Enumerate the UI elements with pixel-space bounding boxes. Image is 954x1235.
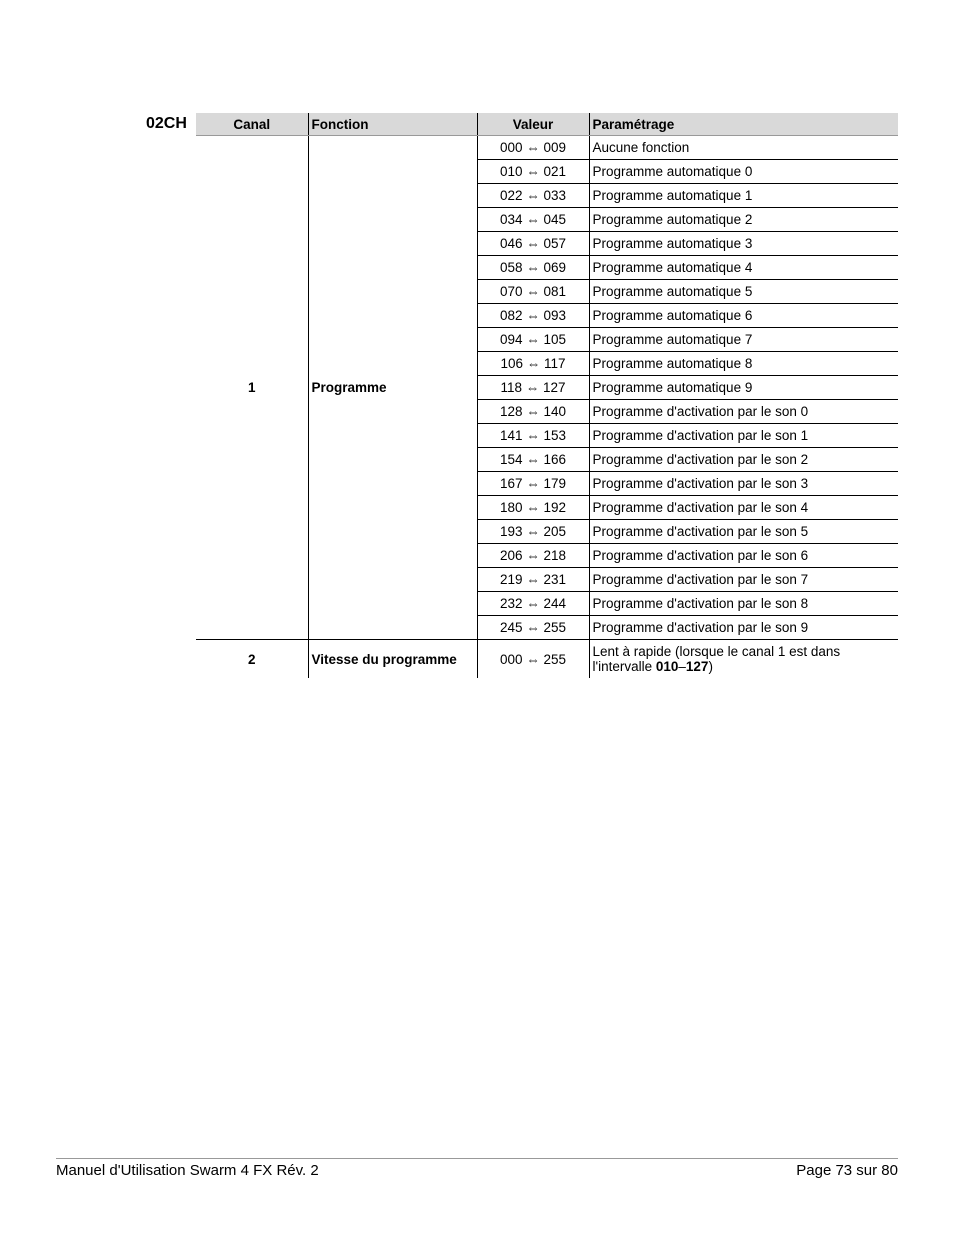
setting: Programme d'activation par le son 6 [589,544,898,568]
value-range: 232 ⇔ 244 [477,592,589,616]
setting [589,640,898,679]
setting: Programme automatique 1 [589,184,898,208]
header-fonction: Fonction [308,113,477,136]
value-range: 094 ⇔ 105 [477,328,589,352]
value-range: 141 ⇔ 153 [477,424,589,448]
setting: Aucune fonction [589,136,898,160]
setting: Programme automatique 9 [589,376,898,400]
value-range: 106 ⇔ 117 [477,352,589,376]
value-range: 034 ⇔ 045 [477,208,589,232]
setting: Programme d'activation par le son 4 [589,496,898,520]
setting-close: ) [708,659,713,674]
setting: Programme d'activation par le son 3 [589,472,898,496]
setting: Programme automatique 7 [589,328,898,352]
range-dash: – [678,659,686,674]
value-range: 193 ⇔ 205 [477,520,589,544]
range-end: 127 [685,659,709,674]
value-range: 180 ⇔ 192 [477,496,589,520]
setting: Programme automatique 6 [589,304,898,328]
dmx-channel-table [196,113,898,678]
setting: Programme d'activation par le son 0 [589,400,898,424]
channel-number: 2 [196,640,308,679]
mode-label: 02CH [146,115,187,132]
value-range: 010 ⇔ 021 [477,160,589,184]
channel-function: Programme [308,136,477,640]
range-start: 010 [655,659,679,674]
table-row [196,640,898,679]
value-range: 000 ⇔ 009 [477,136,589,160]
setting: Programme d'activation par le son 8 [589,592,898,616]
table-header-row [196,113,898,136]
channel-1-rows [196,136,898,640]
setting: Programme automatique 5 [589,280,898,304]
value-range: 206 ⇔ 218 [477,544,589,568]
setting: Programme d'activation par le son 1 [589,424,898,448]
channel-2-rows [196,640,898,679]
value-range: 046 ⇔ 057 [477,232,589,256]
value-range: 154 ⇔ 166 [477,448,589,472]
value-range: 167 ⇔ 179 [477,472,589,496]
setting: Programme automatique 3 [589,232,898,256]
page-footer [56,1158,898,1179]
footer-page-number: Page 73 sur 80 [796,1162,898,1179]
value-range: 128 ⇔ 140 [477,400,589,424]
setting: Programme d'activation par le son 7 [589,568,898,592]
value-range: 219 ⇔ 231 [477,568,589,592]
value-range: 070 ⇔ 081 [477,280,589,304]
setting: Programme d'activation par le son 5 [589,520,898,544]
setting-text: Lent à rapide (lorsque le canal 1 est dans l'intervalle [592,644,841,674]
header-valeur: Valeur [477,113,589,136]
setting: Programme automatique 2 [589,208,898,232]
header-canal: Canal [196,113,308,136]
channel-function: Vitesse du programme [308,640,477,679]
footer-manual-title: Manuel d'Utilisation Swarm 4 FX Rév. 2 [56,1162,319,1179]
setting: Programme d'activation par le son 9 [589,616,898,640]
setting: Programme d'activation par le son 2 [589,448,898,472]
value-range: 022 ⇔ 033 [477,184,589,208]
header-parametrage: Paramétrage [589,113,898,136]
value-range: 118 ⇔ 127 [477,376,589,400]
value-range: 000 ⇔ 255 [477,640,589,679]
setting: Programme automatique 4 [589,256,898,280]
value-range: 245 ⇔ 255 [477,616,589,640]
value-range: 058 ⇔ 069 [477,256,589,280]
value-range: 082 ⇔ 093 [477,304,589,328]
channel-number: 1 [196,136,308,640]
table-row [196,136,898,160]
setting: Programme automatique 0 [589,160,898,184]
setting: Programme automatique 8 [589,352,898,376]
